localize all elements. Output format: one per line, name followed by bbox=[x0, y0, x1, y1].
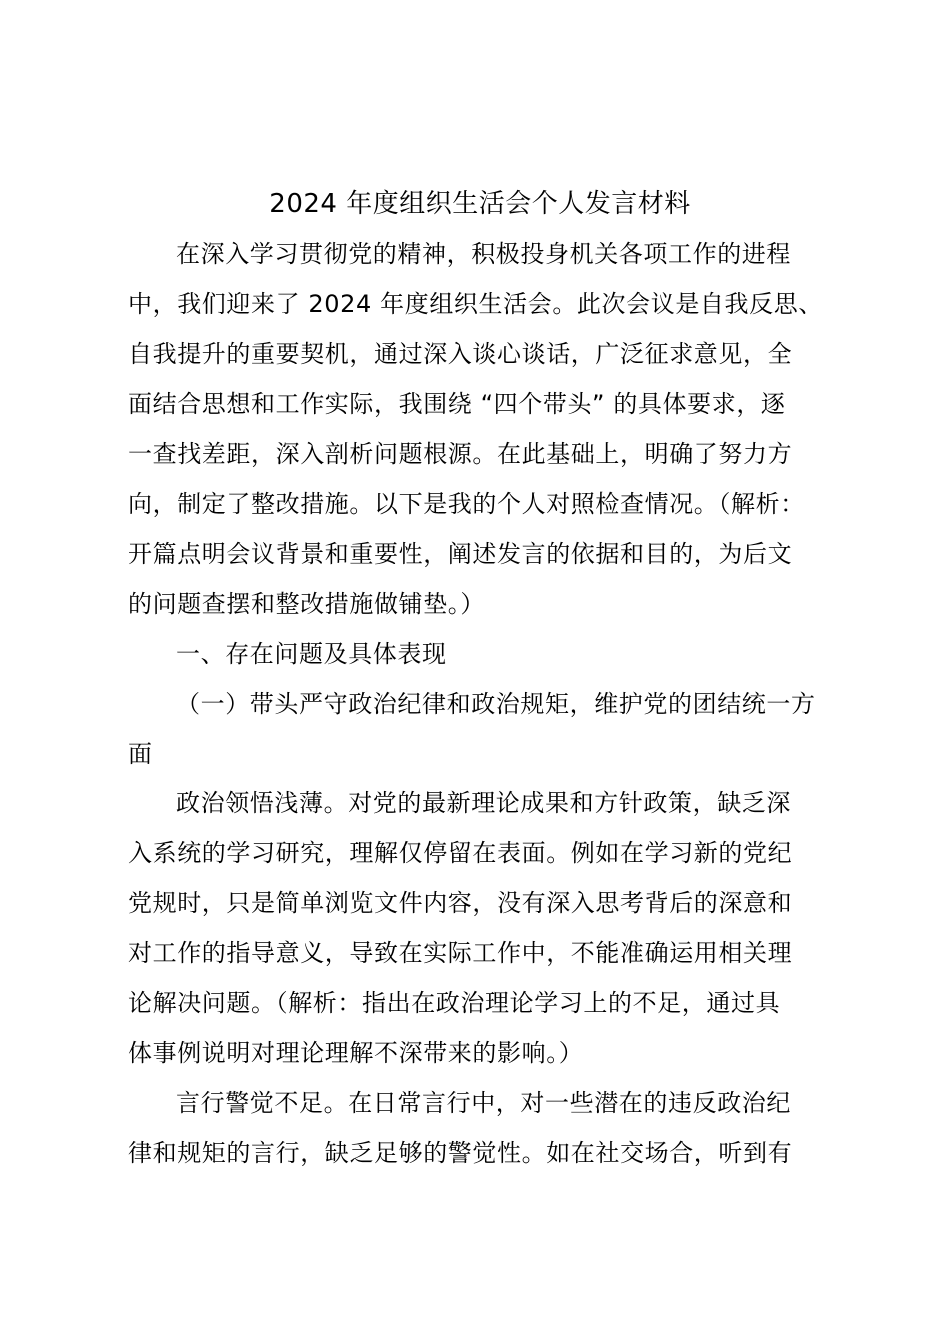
paragraph-line: 言行警觉不足。在日常言行中，对一些潜在的违反政治纪 bbox=[176, 1089, 791, 1117]
paragraph-line: 自我提升的重要契机，通过深入谈心谈话，广泛征求意见，全 bbox=[128, 340, 793, 368]
document-title: 2024 年度组织生活会个人发言材料 bbox=[269, 189, 691, 219]
paragraph-line: 入系统的学习研究，理解仅停留在表面。例如在学习新的党纪 bbox=[128, 839, 793, 867]
paragraph-line: 党规时，只是简单浏览文件内容，没有深入思考背后的深意和 bbox=[128, 889, 793, 917]
paragraph-line: 对工作的指导意义，导致在实际工作中，不能准确运用相关理 bbox=[128, 939, 793, 967]
paragraph-line: 政治领悟浅薄。对党的最新理论成果和方针政策，缺乏深 bbox=[176, 789, 791, 817]
section-heading: 一、存在问题及具体表现 bbox=[176, 640, 447, 668]
paragraph-line: 的问题查摆和整改措施做铺垫。） bbox=[128, 590, 485, 618]
paragraph-line: 律和规矩的言行，缺乏足够的警觉性。如在社交场合，听到有 bbox=[128, 1139, 793, 1167]
paragraph-line: 体事例说明对理论理解不深带来的影响。） bbox=[128, 1039, 584, 1067]
paragraph-line: 一查找差距，深入剖析问题根源。在此基础上，明确了努力方 bbox=[128, 440, 793, 468]
paragraph-line: 在深入学习贯彻党的精神，积极投身机关各项工作的进程 bbox=[176, 240, 791, 268]
paragraph-line: 中，我们迎来了 2024 年度组织生活会。此次会议是自我反思、 bbox=[128, 290, 823, 318]
subsection-heading: （一）带头严守政治纪律和政治规矩，维护党的团结统一方 bbox=[176, 690, 816, 718]
paragraph-line: 向，制定了整改措施。以下是我的个人对照检查情况。（解析： bbox=[128, 490, 805, 518]
subsection-heading-continued: 面 bbox=[128, 740, 153, 768]
paragraph-line: 开篇点明会议背景和重要性，阐述发言的依据和目的，为后文 bbox=[128, 540, 793, 568]
paragraph-line: 面结合思想和工作实际，我围绕 “四个带头” 的具体要求，逐 bbox=[128, 390, 786, 418]
paragraph-line: 论解决问题。（解析：指出在政治理论学习上的不足，通过具 bbox=[128, 989, 781, 1017]
